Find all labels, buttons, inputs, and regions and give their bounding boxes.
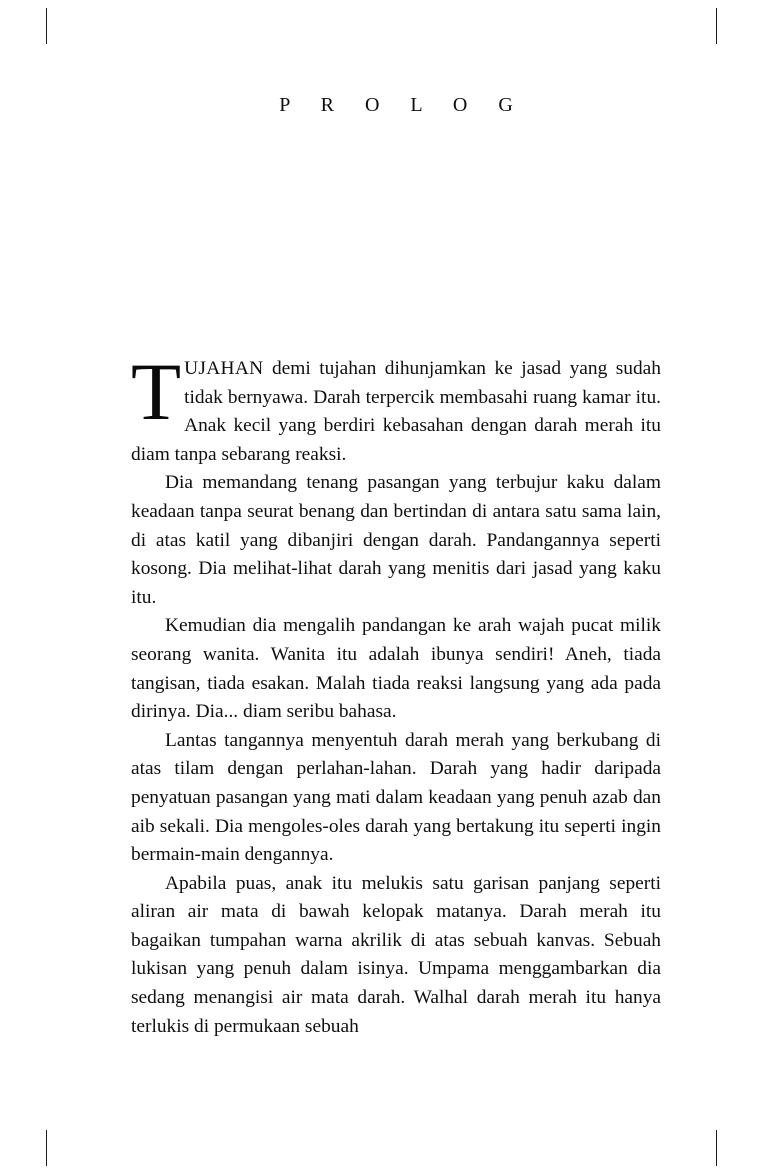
body-text xyxy=(131,346,661,1041)
paragraph: Dia memandang tenang pasangan yang terbujur kaku dalam keadaan tanpa seurat benang dan bertindan di antara satu sama lain, di atas katil yang dibanjiri dengan darah. Pandangannya seperti kosong. Dia melihat-lihat darah yang menitis dari jasad yang kaku itu. xyxy=(131,472,661,608)
crop-mark-bottom-right xyxy=(716,1130,717,1166)
paragraph: Kemudian dia mengalih pandangan ke arah wajah pucat milik seorang wanita. Wanita itu adalah ibunya sendiri! Aneh, tiada tangisan, tiada esakan. Malah tiada reaksi langsung yang ada pada dirinya. Dia... diam seribu bahasa. xyxy=(131,615,661,723)
paragraph-text: demi tujahan dihunjamkan ke jasad yang sudah tidak bernyawa. Darah terpercik membasahi ruang kamar itu. Anak kecil yang berdiri kebasahan dengan darah merah itu diam tanpa sebarang reaksi. xyxy=(131,358,661,465)
paragraph-opener: UJAHAN xyxy=(184,358,264,379)
paragraph: Lantas tangannya menyentuh darah merah yang berkubang di atas tilam dengan perlahan-lahan. Darah yang hadir daripada penyatuan pasangan yang mati dalam keadaan yang penuh azab dan aib sekali. Dia mengoles-oles darah yang bertakung itu seperti ingin bermain-main dengannya. xyxy=(131,729,661,866)
crop-mark-top-left xyxy=(46,8,47,44)
crop-mark-bottom-left xyxy=(46,1130,47,1166)
drop-cap: T xyxy=(131,346,182,437)
paragraph: Apabila puas, anak itu melukis satu garisan panjang seperti aliran air mata di bawah kelopak matanya. Darah merah itu bagaikan tumpahan warna akrilik di atas sebuah kanvas. Sebuah lukisan yang penuh dalam isinya. Umpama menggambarkan dia sedang menangisi air mata darah. Walhal darah merah itu hanya terlukis di permukaan sebuah xyxy=(131,872,661,1037)
book-page xyxy=(131,0,661,1174)
paragraph-first xyxy=(131,346,661,469)
page-title: P R O L O G xyxy=(279,94,526,116)
crop-mark-top-right xyxy=(716,8,717,44)
